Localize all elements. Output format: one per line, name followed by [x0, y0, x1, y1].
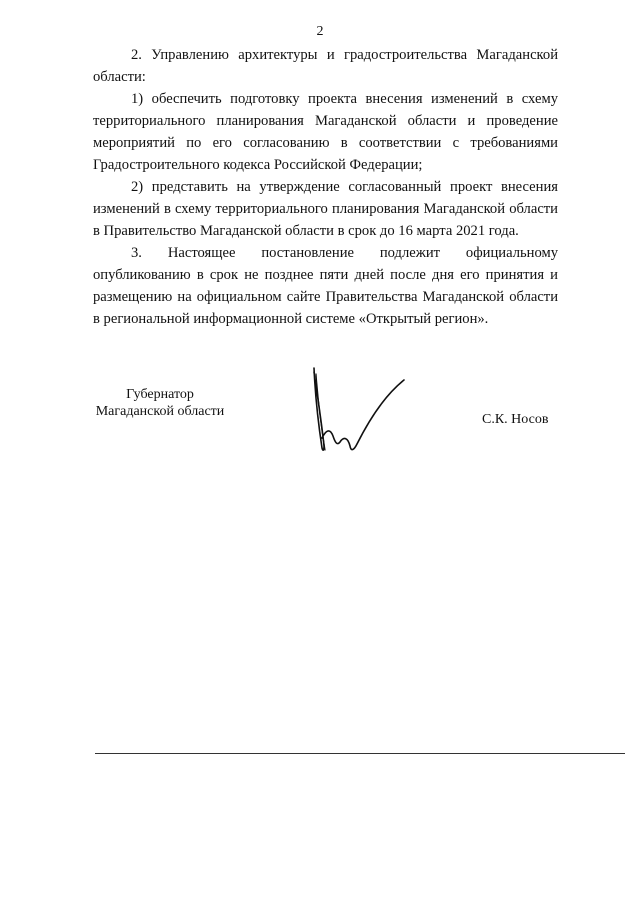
paragraph-2: 2. Управлению архитектуры и градостроительства Магаданской области: — [93, 47, 558, 85]
signatory-title — [90, 386, 230, 420]
paragraph-2-2: 2) представить на утверждение согласованный проект внесения изменений в схему территориального планирования Магаданской области в Правительство Магаданской области в срок до 16 марта 2021 года. — [93, 179, 558, 239]
footer-rule — [95, 753, 625, 754]
signatory-title-line2: Магаданской области — [95, 404, 225, 419]
handwritten-signature — [300, 360, 420, 460]
paragraph-3: 3. Настоящее постановление подлежит официальному опубликованию в срок не позднее пяти дней после дня его принятия и размещению на официальном сайте Правительства Магаданской области в региональной информационной системе «Открытый регион». — [93, 245, 558, 327]
signatory-title-line1: Губернатор — [126, 387, 194, 402]
page-number: 2 — [316, 24, 324, 39]
signatory-name: С.К. Носов — [482, 412, 549, 427]
document-body — [93, 44, 558, 330]
paragraph-2-1: 1) обеспечить подготовку проекта внесения изменений в схему территориального планирования Магаданской области и проведение мероприятий по его согласованию в соответствии с требованиями Градостроительного кодекса Российской Федерации; — [93, 91, 558, 173]
